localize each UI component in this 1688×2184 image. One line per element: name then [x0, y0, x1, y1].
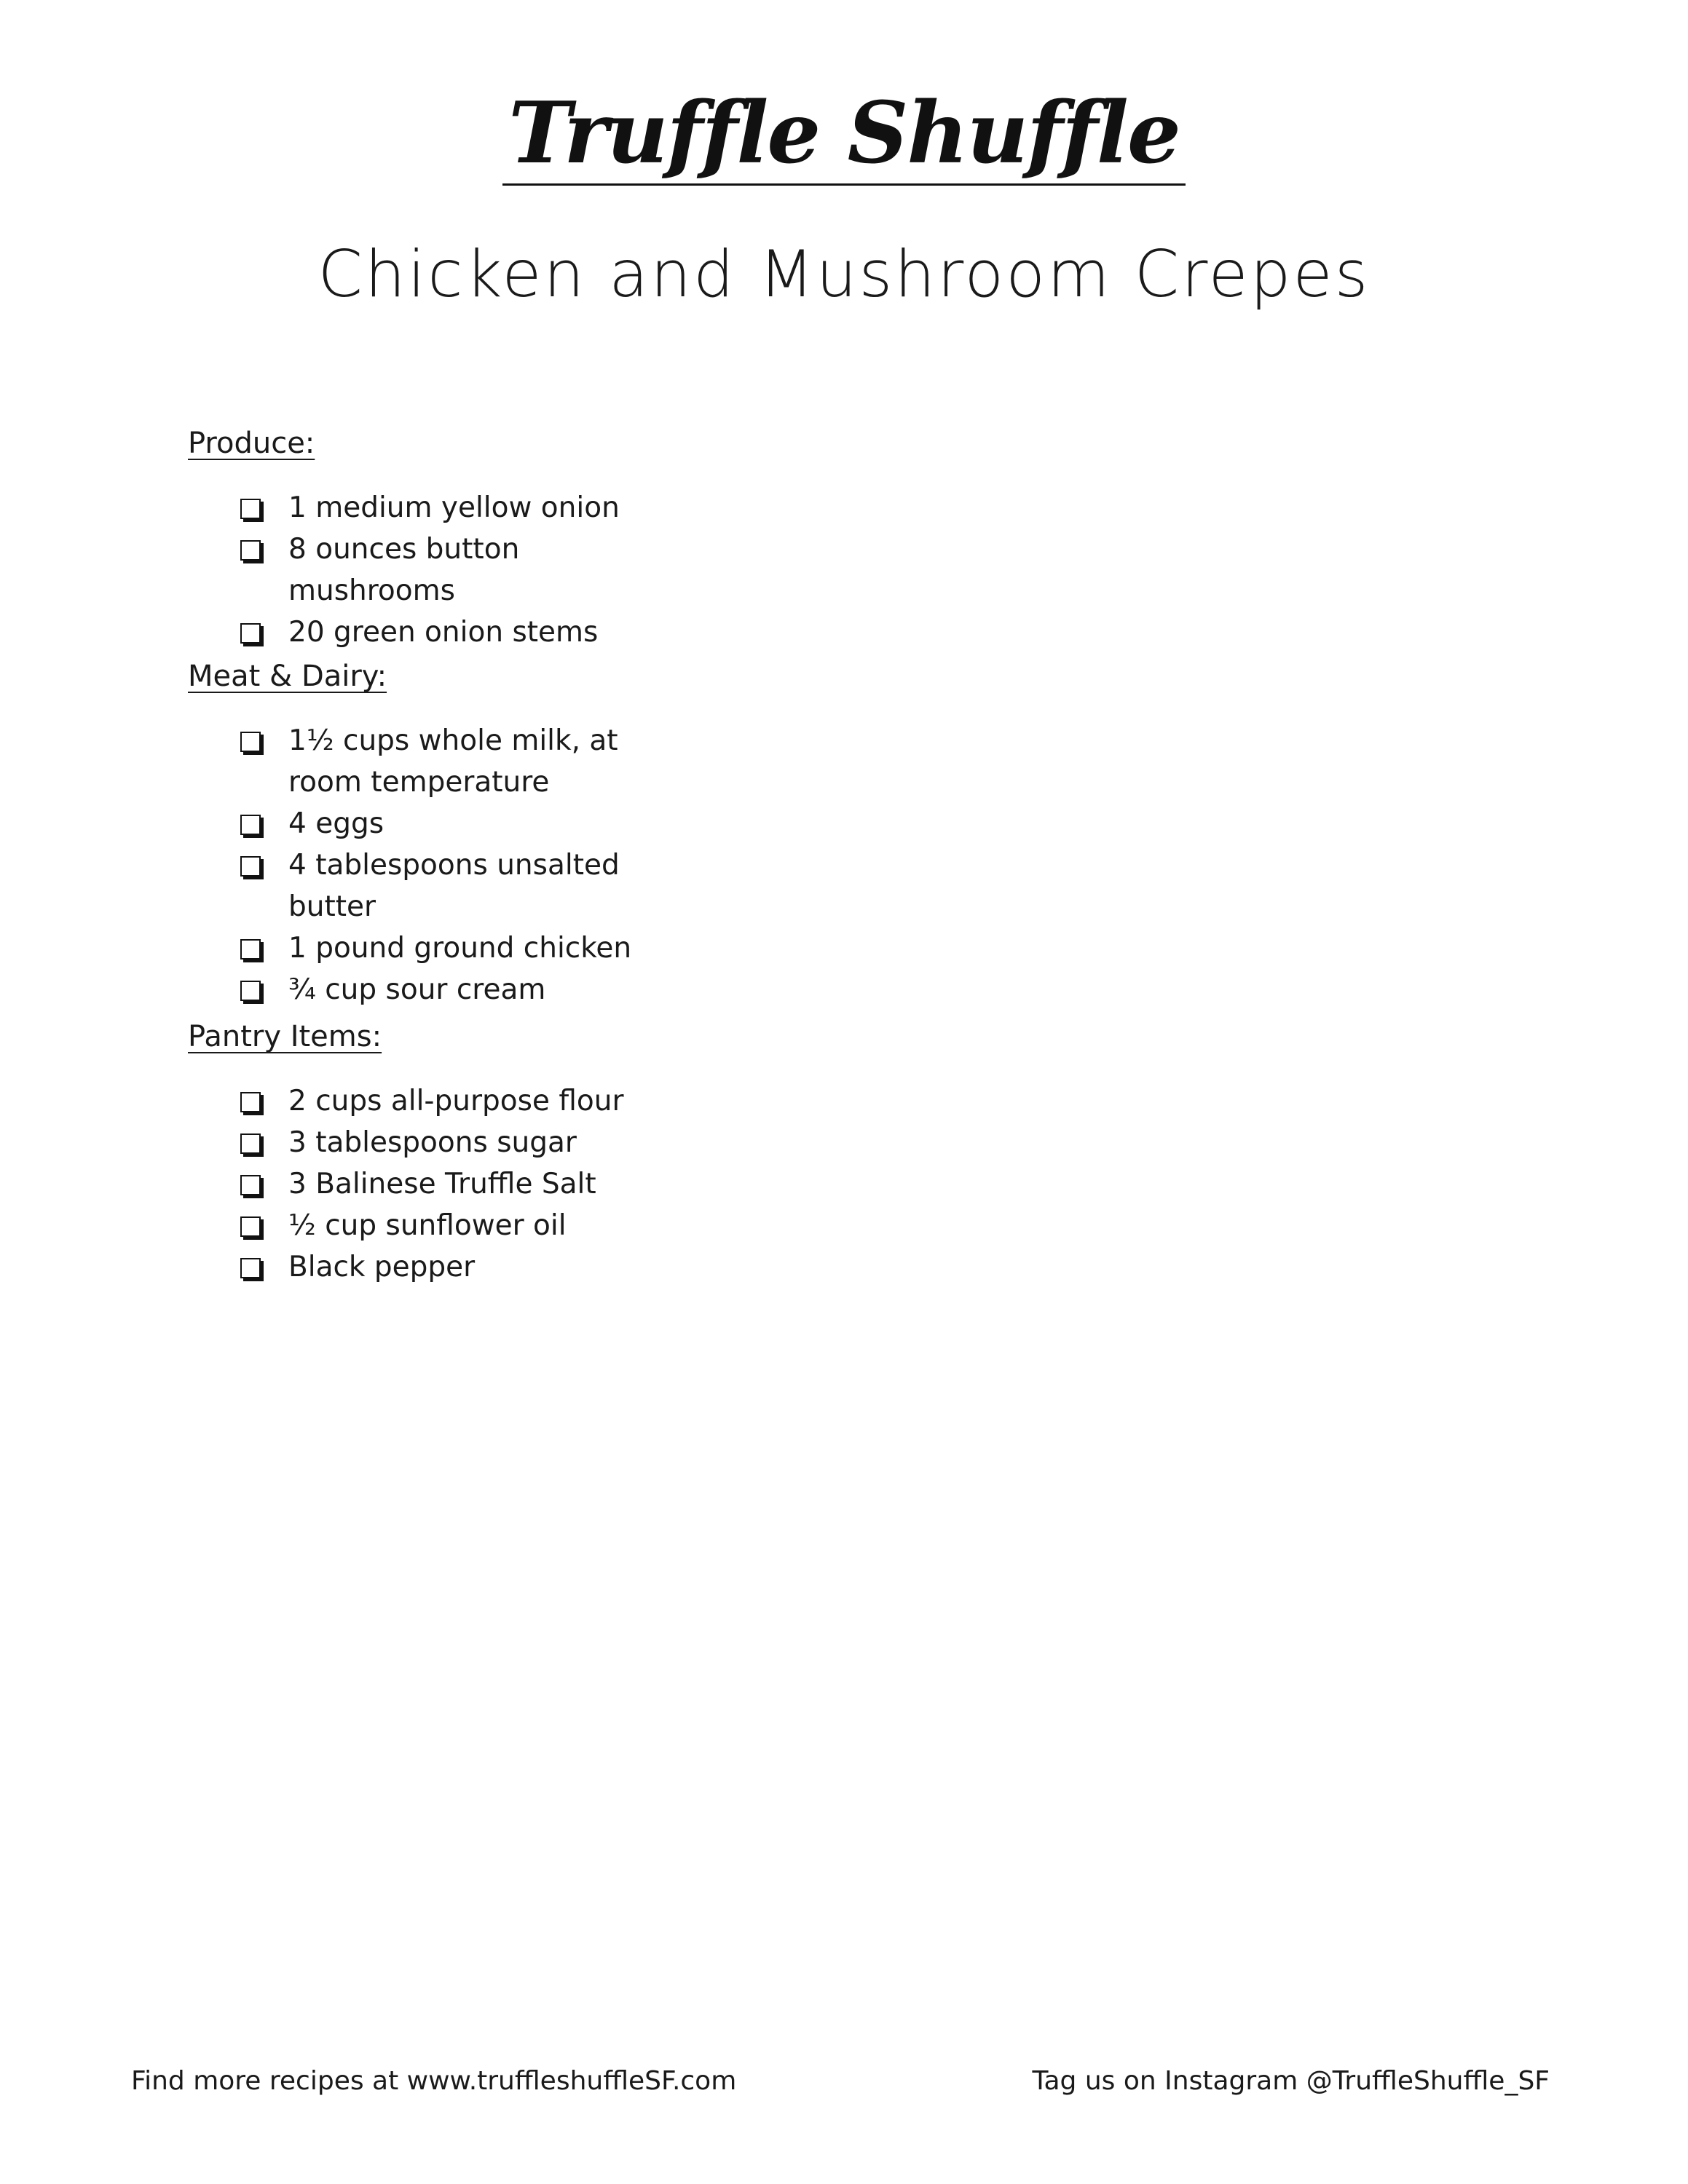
ingredient-text: 8 ounces button mushrooms: [288, 533, 520, 607]
section-pantry: [188, 1019, 1062, 1288]
ingredient-list: [188, 1080, 1062, 1288]
checkbox-icon[interactable]: [240, 623, 261, 644]
section-heading: Meat & Dairy:: [188, 660, 387, 693]
checkbox-icon[interactable]: [240, 939, 261, 960]
ingredient-item[interactable]: [240, 720, 1062, 803]
ingredient-text: ½ cup sunflower oil: [288, 1209, 567, 1242]
logo-container: [0, 84, 1688, 186]
ingredient-text: 1 pound ground chicken: [288, 932, 632, 965]
ingredient-text: 3 tablespoons sugar: [288, 1126, 577, 1159]
ingredient-item[interactable]: [240, 487, 1062, 529]
section-produce: [188, 426, 1062, 653]
checkbox-icon[interactable]: [240, 981, 261, 1001]
checkbox-icon[interactable]: [240, 1092, 261, 1112]
checkbox-icon[interactable]: [240, 1133, 261, 1154]
ingredient-text: 1 medium yellow onion: [288, 491, 620, 524]
section-meat-dairy: [188, 659, 1062, 1010]
ingredient-item[interactable]: [240, 1122, 1062, 1163]
ingredient-text: 2 cups all-purpose flour: [288, 1085, 624, 1117]
section-heading: Produce:: [188, 427, 315, 460]
checkbox-icon[interactable]: [240, 540, 261, 561]
ingredient-text: 4 tablespoons unsalted butter: [288, 849, 620, 923]
section-heading: Pantry Items:: [188, 1020, 382, 1053]
ingredient-list: [188, 720, 1062, 1010]
ingredient-list: [188, 487, 1062, 653]
checkbox-icon[interactable]: [240, 732, 261, 752]
ingredient-item[interactable]: [240, 1246, 1062, 1288]
brand-logo: Truffle Shuffle: [502, 87, 1186, 186]
ingredient-text: 3 Balinese Truffle Salt: [288, 1168, 596, 1200]
recipe-title: Chicken and Mushroom Crepes: [318, 237, 1370, 312]
ingredient-text: 20 green onion stems: [288, 616, 599, 649]
checkbox-icon[interactable]: [240, 815, 261, 835]
ingredient-item[interactable]: [240, 927, 1062, 969]
checkbox-icon[interactable]: [240, 1258, 261, 1278]
ingredient-text: 4 eggs: [288, 807, 384, 840]
checkbox-icon[interactable]: [240, 1175, 261, 1195]
ingredient-item[interactable]: [240, 612, 1062, 653]
ingredient-text: Black pepper: [288, 1251, 476, 1283]
ingredient-item[interactable]: [240, 969, 1062, 1010]
checkbox-icon[interactable]: [240, 1216, 261, 1237]
ingredient-item[interactable]: [240, 844, 1062, 927]
ingredient-item[interactable]: [240, 1080, 1062, 1122]
footer-website-link[interactable]: Find more recipes at www.truffleshuffleSF.com: [131, 2066, 737, 2096]
footer-instagram-tag[interactable]: Tag us on Instagram @TruffleShuffle_SF: [1032, 2066, 1550, 2096]
ingredient-item[interactable]: [240, 1205, 1062, 1246]
checkbox-icon[interactable]: [240, 856, 261, 877]
checkbox-icon[interactable]: [240, 499, 261, 519]
ingredient-item[interactable]: [240, 1163, 1062, 1205]
ingredient-text: ¾ cup sour cream: [288, 973, 546, 1006]
ingredient-item[interactable]: [240, 529, 1062, 612]
ingredient-item[interactable]: [240, 803, 1062, 844]
ingredient-text: 1½ cups whole milk, at room temperature: [288, 724, 618, 799]
